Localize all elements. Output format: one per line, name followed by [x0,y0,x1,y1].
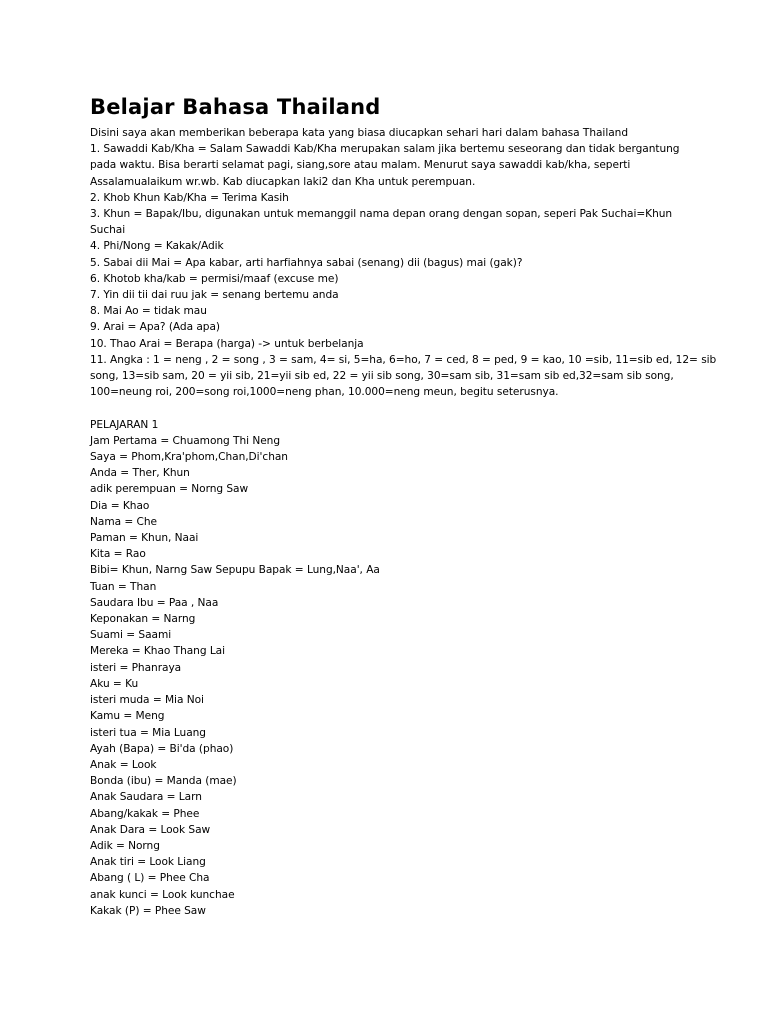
vocab-line: isteri tua = Mia Luang [90,726,206,739]
intro-line: Disini saya akan memberikan beberapa kata yang biasa diucapkan sehari hari dalam bahasa Thailand [90,127,628,139]
vocab-line: Ayah (Bapa) = Bi'da (phao) [90,742,234,755]
vocab-line: Nama = Che [90,515,157,528]
vocab-line: Abang/kakak = Phee [90,807,200,820]
vocab-line: Dia = Khao [90,499,150,512]
vocab-line: anak kunci = Look kunchae [90,888,235,901]
intro-line: 5. Sabai dii Mai = Apa kabar, arti harfiahnya sabai (senang) dii (bagus) mai (gak)? [90,256,523,269]
vocab-line: Bonda (ibu) = Manda (mae) [90,775,237,788]
vocab-line: Abang ( L) = Phee Cha [90,872,210,885]
intro-line: 9. Arai = Apa? (Ada apa) [90,321,220,334]
intro-line: 3. Khun = Bapak/Ibu, digunakan untuk memanggil nama depan orang dengan sopan, seperi Pak Suchai=Khun [90,208,673,221]
vocab-line: Anak = Look [90,758,157,771]
intro-line: 6. Khotob kha/kab = permisi/maaf (excuse me) [90,272,339,285]
vocab-line: Kakak (P) = Phee Saw [90,904,206,917]
vocab-line: isteri muda = Mia Noi [90,694,204,707]
vocab-line: Kita = Rao [90,548,146,561]
lesson-section [90,417,710,919]
vocab-line: Saudara Ibu = Paa , Naa [90,596,219,609]
intro-line: 2. Khob Khun Kab/Kha = Terima Kasih [90,191,289,204]
intro-line: 4. Phi/Nong = Kakak/Adik [90,240,224,253]
intro-line: Assalamualaikum wr.wb. Kab diucapkan laki2 dan Kha untuk perempuan. [90,175,476,188]
vocab-line: Jam Pertama = Chuamong Thi Neng [90,434,281,447]
vocab-line: Suami = Saami [90,629,172,642]
vocab-line: Paman = Khun, Naai [90,532,199,545]
vocab-line: adik perempuan = Norng Saw [90,483,249,496]
intro-section [90,125,717,400]
vocab-line: Aku = Ku [90,677,139,690]
vocab-line: Anak Saudara = Larn [90,791,202,804]
intro-line: 10. Thao Arai = Berapa (harga) -> untuk berbelanja [90,337,364,350]
intro-line: 1. Sawaddi Kab/Kha = Salam Sawaddi Kab/Kha merupakan salam jika bertemu seseorang dan tidak bergantung [90,143,680,156]
vocab-line: Anak Dara = Look Saw [90,823,211,836]
vocab-line: isteri = Phanraya [90,661,182,674]
vocab-line: Keponakan = Narng [90,613,196,626]
vocab-line: Anak tiri = Look Liang [90,856,206,869]
lesson-heading: PELAJARAN 1 [90,418,159,431]
vocab-line: Kamu = Meng [90,710,165,723]
vocab-line: Tuan = Than [90,580,157,593]
vocab-line: Adik = Norng [90,839,160,852]
vocab-line: Bibi= Khun, Narng Saw Sepupu Bapak = Lung,Naa', Aa [90,564,380,577]
intro-line: 11. Angka : 1 = neng , 2 = song , 3 = sam, 4= si, 5=ha, 6=ho, 7 = ced, 8 = ped, 9 = kao, 10 =sib, 11=sib ed, 12= sib [90,353,717,366]
vocab-line: Saya = Phom,Kra'phom,Chan,Di'chan [90,451,288,464]
vocab-line: Anda = Ther, Khun [90,467,190,480]
vocab-line: Mereka = Khao Thang Lai [90,645,226,658]
intro-line: song, 13=sib sam, 20 = yii sib, 21=yii sib ed, 22 = yii sib song, 30=sam sib, 31=sam sib ed,32=sam sib song, [90,370,674,383]
intro-line: 8. Mai Ao = tidak mau [90,305,207,318]
intro-line: Suchai [90,224,126,237]
intro-line: 100=neung roi, 200=song roi,1000=neng phan, 10.000=neng meun, begitu seterusnya. [90,386,559,399]
paragraph-spacer [90,400,710,416]
intro-line: 7. Yin dii tii dai ruu jak = senang bertemu anda [90,289,339,302]
document-title: Belajar Bahasa Thailand [90,95,381,119]
intro-line: pada waktu. Bisa berarti selamat pagi, siang,sore atau malam. Menurut saya sawaddi kab/kha, seperti [90,159,631,172]
document-page [90,92,717,919]
